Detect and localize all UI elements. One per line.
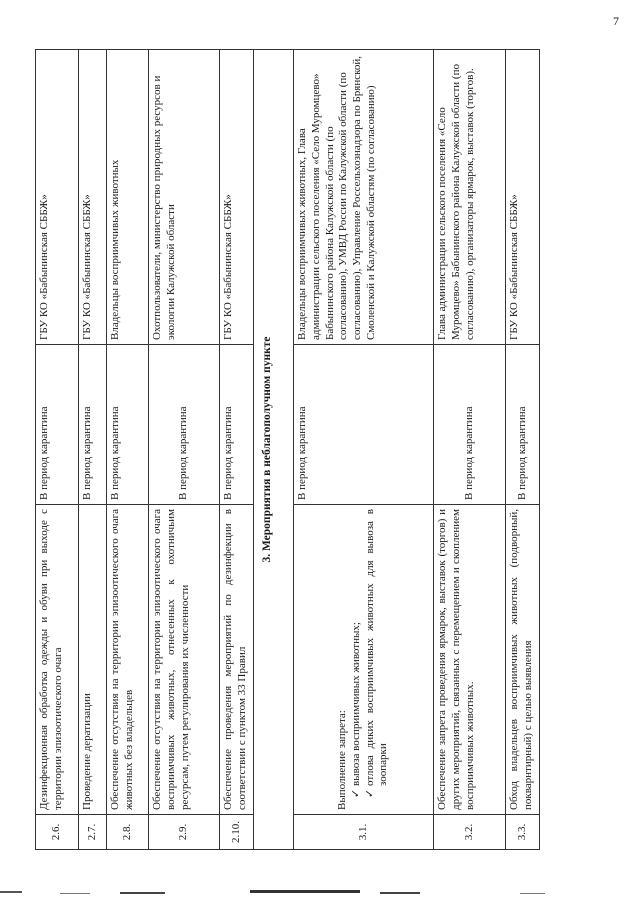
activity-cell: Обеспечение отсутствия на территории эпизоотического очага животных без владельцев xyxy=(107,505,149,815)
list-item-text: вывоза восприимчивых животных; xyxy=(349,622,362,786)
period-cell: В период карантина xyxy=(36,345,79,505)
list-item xyxy=(364,509,392,798)
responsible-cell: Глава администрации сельского поселения «Село Муромцево» Бабынинского района Калужской области (по согласованию), организаторы ярмарок, выставок (торгов). xyxy=(434,50,506,345)
section-heading: 3. Мероприятия в неблагополучном пункте xyxy=(254,50,294,850)
row-number: 2.10. xyxy=(220,815,254,850)
rotated-table-container xyxy=(35,50,583,850)
row-number: 3.1. xyxy=(294,815,434,850)
responsible-cell: Владельцы восприимчивых животных, Глава администрации сельского поселения «Село Муромцево» Бабынинского района Калужской области (по согласованию), УМВД России по Калужской области (по согласованию), Управление Россельхознадзора по Брянской, Смоленской и Калужской областям (по согласованию) xyxy=(294,50,434,345)
scan-edge-marks xyxy=(0,885,639,905)
responsible-cell: Владельцы восприимчивых животных xyxy=(107,50,149,345)
activity-cell: Обеспечение отсутствия на территории эпизоотического очага восприимчивых животных, отнесенных к охотничьим ресурсам, путем регулирования их численности xyxy=(149,505,220,815)
section-row xyxy=(254,50,294,850)
activity-cell xyxy=(294,505,434,815)
table-row xyxy=(506,50,540,850)
table-row xyxy=(149,50,220,850)
table-row xyxy=(79,50,107,850)
activity-cell: Дезинфекционная обработка одежды и обуви при выходе с территории эпизоотического очага xyxy=(36,505,79,815)
period-cell: В период карантина xyxy=(294,345,434,505)
page-number: 7 xyxy=(613,14,619,28)
list-item-text: отлова диких восприимчивых животных для вывоза в зоопарки xyxy=(363,509,390,786)
ban-lead-text: Выполнение запрета: xyxy=(336,710,348,810)
activity-cell: Проведение дератизации xyxy=(79,505,107,815)
row-number: 2.9. xyxy=(149,815,220,850)
responsible-cell: ГБУ КО «Бабынинская СББЖ» xyxy=(36,50,79,345)
row-number: 3.3. xyxy=(506,815,540,850)
period-cell: В период карантина xyxy=(220,345,254,505)
table-row xyxy=(434,50,506,850)
ban-list xyxy=(350,509,391,810)
check-mark-icon: ✓ xyxy=(349,788,362,798)
responsible-cell: ГБУ КО «Бабынинская СББЖ» xyxy=(506,50,540,345)
table-row xyxy=(220,50,254,850)
table-row xyxy=(36,50,79,850)
check-mark-icon: ✓ xyxy=(363,788,376,798)
measures-table xyxy=(35,49,540,850)
responsible-cell: ГБУ КО «Бабынинская СББЖ» xyxy=(220,50,254,345)
period-cell: В период карантина xyxy=(79,345,107,505)
responsible-cell: Охотпользователи, министерство природных ресурсов и экологии Калужской области xyxy=(149,50,220,345)
table-row xyxy=(107,50,149,850)
activity-cell: Обеспечение запрета проведения ярмарок, выставок (торгов) и других мероприятий, связанных с перемещением и скоплением восприимчивых животных. xyxy=(434,505,506,815)
period-cell: В период карантина xyxy=(149,345,220,505)
row-number: 2.6. xyxy=(36,815,79,850)
period-cell: В период карантина xyxy=(107,345,149,505)
table-row xyxy=(294,50,434,850)
period-cell: В период карантина xyxy=(506,345,540,505)
list-item xyxy=(350,509,364,798)
row-number: 2.8. xyxy=(107,815,149,850)
period-cell: В период карантина xyxy=(434,345,506,505)
row-number: 3.2. xyxy=(434,815,506,850)
responsible-cell: ГБУ КО «Бабынинская СББЖ» xyxy=(79,50,107,345)
activity-cell: Обеспечение проведения мероприятий по дезинфекции в соответствии с пунктом 33 Правил xyxy=(220,505,254,815)
row-number: 2.7. xyxy=(79,815,107,850)
activity-cell: Обход владельцев восприимчивых животных (подворный, покварнтирный) с целью выявления xyxy=(506,505,540,815)
